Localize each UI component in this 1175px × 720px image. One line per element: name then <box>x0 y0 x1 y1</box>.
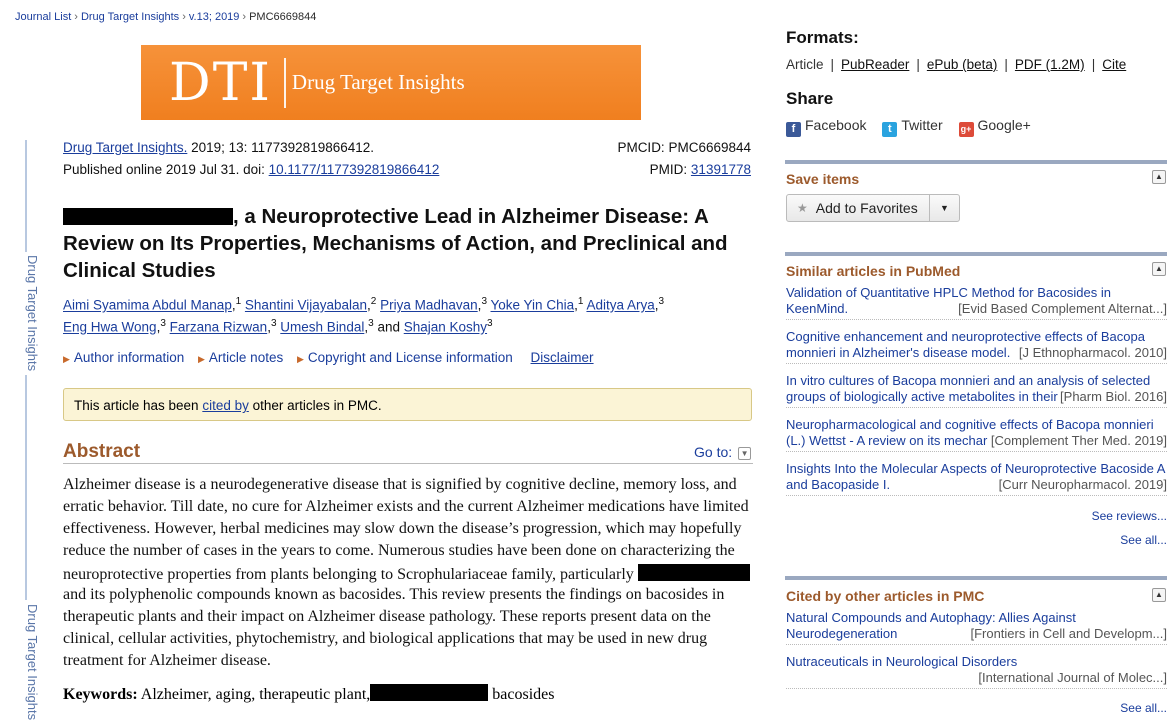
share-label[interactable]: Twitter <box>901 117 943 133</box>
abstract-line: and its polyphenolic compounds known as bacosides. This review presents the findings on bacosides in <box>63 586 725 603</box>
similar-articles-heading[interactable]: Similar articles in PubMed <box>786 263 961 279</box>
panel-divider <box>785 160 1167 164</box>
abstract-line <box>63 564 750 584</box>
banner-abbr: DTI <box>169 52 272 113</box>
expand-triangle-icon: ▶ <box>296 354 304 364</box>
panel-divider <box>785 252 1167 256</box>
star-icon: ★ <box>797 201 808 215</box>
title-line-3: Clinical Studies <box>63 259 216 282</box>
goto-label[interactable]: Go to: <box>694 444 733 460</box>
author-link[interactable]: Shantini Vijayabalan <box>244 297 368 313</box>
format-epub-link[interactable]: ePub (beta) <box>926 57 998 72</box>
cited-article-item[interactable] <box>786 610 1167 645</box>
see-reviews-link[interactable]: See reviews... <box>1091 509 1167 523</box>
affiliation-number[interactable]: 3 <box>487 318 493 329</box>
affiliation-number[interactable]: 2 <box>370 296 377 307</box>
redacted-text <box>370 684 488 701</box>
author-information-toggle[interactable]: Author information <box>73 350 185 365</box>
article-title-line[interactable]: Validation of Quantitative HPLC Method for Bacosides in <box>786 285 1111 300</box>
cited-article-item[interactable] <box>786 654 1167 689</box>
see-all-cited-link[interactable]: See all... <box>1120 701 1167 715</box>
journal-link[interactable]: Drug Target Insights. <box>63 140 188 155</box>
breadcrumb: Journal List › Drug Target Insights › v.13; 2019 › PMC6669844 <box>15 11 317 23</box>
keywords <box>63 684 554 704</box>
article-title-line[interactable]: In vitro cultures of Bacopa monnieri and an analysis of selected <box>786 373 1151 388</box>
published-line <box>63 162 439 177</box>
add-to-favorites-label[interactable]: Add to Favorites <box>815 200 918 216</box>
affiliation-number[interactable]: 3 <box>481 296 487 307</box>
formats-heading: Formats: <box>786 28 859 47</box>
keywords-text: Alzheimer, aging, therapeutic plant, <box>137 686 371 703</box>
breadcrumb-current: PMC6669844 <box>249 11 317 23</box>
title-line-1: , a Neuroprotective Lead in Alzheimer Disease: A <box>233 205 709 228</box>
share-label[interactable]: Google+ <box>977 117 1031 133</box>
expand-triangle-icon: ▶ <box>63 354 70 364</box>
author-link[interactable]: Priya Madhavan <box>380 297 478 313</box>
pmid-label: PMID: <box>649 162 691 177</box>
article-source: [J Ethnopharmacol. 2010] <box>1018 345 1167 360</box>
panel-divider <box>785 576 1167 580</box>
abstract-divider <box>63 463 753 464</box>
abstract-line: reduce the number of cases in the years to come. Numerous studies have been done on characterizing the <box>63 542 735 559</box>
author-link[interactable]: Eng Hwa Wong <box>63 319 157 335</box>
abstract-heading: Abstract <box>63 441 141 462</box>
author-list-line-1: Aimi Syamima Abdul Manap,$^1$ Shantini Vijayabalan,$^2$ Priya Madhavan,$^3$ Yoke Yin Chia,$^1$ Aditya Arya,$^3$ <box>63 296 665 313</box>
side-journal-label-2[interactable]: Drug Target Insights <box>25 604 40 720</box>
copyright-toggle[interactable]: Copyright and License information <box>307 350 513 365</box>
article-title-line[interactable]: Neurodegeneration <box>786 626 898 641</box>
cited-by-heading[interactable]: Cited by other articles in PMC <box>786 588 985 604</box>
article-title-line[interactable]: Neuropharmacological and cognitive effects of Bacopa monnieri <box>786 417 1154 432</box>
redacted-text <box>638 564 750 581</box>
author-link[interactable]: Aditya Arya <box>586 297 655 313</box>
similar-article-item[interactable] <box>786 461 1167 496</box>
affiliation-number[interactable]: 3 <box>270 318 277 329</box>
abstract-line: erratic behavior. Till date, no cure for Alzheimer exists and the current Alzheimer medications have limited <box>63 498 749 515</box>
keywords-label: Keywords: <box>63 686 138 703</box>
similar-article-item[interactable] <box>786 329 1167 364</box>
breadcrumb-volume[interactable]: v.13; 2019 <box>188 11 240 23</box>
affiliation-number[interactable]: 3 <box>160 318 166 329</box>
collapse-icon[interactable]: ▲ <box>1152 262 1166 276</box>
abstract-line: effectiveness. However, herbal medicines may slow down the disease’s progression, which may hopefully <box>63 520 742 537</box>
collapse-icon[interactable]: ▲ <box>1152 588 1166 602</box>
article-title-line[interactable]: (L.) Wettst - A review on its mechar <box>786 433 988 448</box>
article-title <box>63 203 753 284</box>
collapse-icon[interactable]: ▲ <box>1152 170 1166 184</box>
notice-text-before: This article has been <box>74 398 203 413</box>
affiliation-number[interactable]: 3 <box>368 318 374 329</box>
authors-and: and <box>377 319 400 335</box>
pmcid: PMCID: PMC6669844 <box>617 140 751 155</box>
abstract-line: therapeutic plants and their impact on Alzheimer disease pathology. These reports present data on the <box>63 608 711 625</box>
article-source: [Evid Based Complement Alternat...] <box>958 301 1167 316</box>
article-source: [International Journal of Molec...] <box>978 670 1167 685</box>
journal-banner[interactable] <box>141 45 641 120</box>
similar-article-item[interactable] <box>786 285 1167 320</box>
goto-menu[interactable] <box>694 444 751 460</box>
article-title-line[interactable]: Cognitive enhancement and neuroprotective effects of Bacopa <box>786 329 1145 344</box>
format-pdf-link[interactable]: PDF (1.2M) <box>1014 57 1085 72</box>
pmid-line <box>650 162 751 177</box>
share-bar <box>786 117 1043 137</box>
article-source: [Curr Neuropharmacol. 2019] <box>998 477 1167 492</box>
citation-details: 2019; 13: 1177392819866412. <box>187 140 375 155</box>
abstract-line-text: neuroprotective properties from plants belonging to Scrophulariaceae family, particularly <box>63 566 634 583</box>
affiliation-number[interactable]: 1 <box>577 296 584 307</box>
share-google-plus[interactable] <box>959 117 1031 133</box>
chevron-down-icon[interactable]: ▼ <box>738 447 751 460</box>
article-source: [Pharm Biol. 2016] <box>1060 389 1167 404</box>
article-source: [Complement Ther Med. 2019] <box>990 433 1167 448</box>
share-twitter[interactable] <box>882 117 942 133</box>
expand-triangle-icon: ▶ <box>198 354 205 364</box>
side-journal-label[interactable]: Drug Target Insights <box>25 255 40 372</box>
notice-text-after: other articles in PMC. <box>248 398 382 413</box>
citation-line <box>63 140 374 155</box>
affiliation-number[interactable]: 3 <box>658 296 665 307</box>
format-pubreader-link[interactable]: PubReader <box>841 57 910 72</box>
breadcrumb-journal-list[interactable]: Journal List <box>15 11 72 23</box>
article-title-line[interactable]: Nutraceuticals in Neurological Disorders <box>786 654 1018 669</box>
article-title-line[interactable]: monnieri in Alzheimer's disease model. <box>786 345 1011 360</box>
banner-divider <box>284 58 286 108</box>
formats-bar: Article | PubReader | ePub (beta) | PDF (1.2M) | Cite <box>786 57 1127 72</box>
affiliation-number[interactable]: 1 <box>235 296 242 307</box>
article-title-line[interactable]: Natural Compounds and Autophagy: Allies Against <box>786 610 1076 625</box>
author-list-line-2: Eng Hwa Wong,$^3$ Farzana Rizwan,$^3$ Umesh Bindal,$^3$ and Shajan Koshy$^3$ <box>63 318 493 335</box>
title-line-2: Review on Its Properties, Mechanisms of Action, and Preclinical and <box>63 232 728 255</box>
add-to-favorites-button[interactable] <box>786 194 960 222</box>
disclaimer-link[interactable]: Disclaimer <box>530 350 594 365</box>
article-info-links <box>63 350 594 365</box>
facebook-icon[interactable]: f <box>786 122 801 137</box>
article-title-line[interactable]: groups of biologically active metabolites in their <box>786 389 1058 404</box>
abstract-line: treatment for Alzheimer disease. <box>63 652 271 669</box>
abstract-line: Alzheimer disease is a neurodegenerative disease that is signified by cognitive decline, memory loss, and <box>63 476 737 493</box>
author-link[interactable]: Farzana Rizwan <box>169 319 268 335</box>
format-article-current: Article <box>786 57 824 72</box>
similar-article-item[interactable] <box>786 417 1167 452</box>
author-link[interactable]: Aimi Syamima Abdul Manap <box>63 297 232 313</box>
author-link[interactable]: Yoke Yin Chia <box>490 297 575 313</box>
side-rule-top <box>25 140 27 252</box>
abstract-line: clinical, cellular activities, phytochemistry, and biological applications that may be used in new drug <box>63 630 708 647</box>
share-heading: Share <box>786 89 834 108</box>
banner-name: Drug Target Insights <box>291 70 465 94</box>
redacted-text <box>63 208 233 225</box>
side-rule-middle <box>25 375 27 600</box>
author-link[interactable]: Umesh Bindal <box>280 319 365 335</box>
google-plus-icon[interactable]: g+ <box>959 122 974 137</box>
author-link[interactable]: Shajan Koshy <box>403 319 488 335</box>
dropdown-arrow-icon[interactable]: ▼ <box>929 195 959 221</box>
twitter-icon[interactable]: t <box>882 122 897 137</box>
save-items-heading[interactable]: Save items <box>786 171 860 187</box>
cited-by-notice <box>63 388 752 421</box>
doi-link[interactable]: 10.1177/1177392819866412 <box>268 162 440 177</box>
share-facebook[interactable] <box>786 117 866 133</box>
published-text: Published online 2019 Jul 31. doi: <box>63 162 269 177</box>
pmid-link[interactable]: 31391778 <box>690 162 751 177</box>
article-title-line[interactable]: Insights Into the Molecular Aspects of Neuroprotective Bacoside A <box>786 461 1166 476</box>
breadcrumb-journal[interactable]: Drug Target Insights <box>80 11 180 23</box>
cited-by-link[interactable]: cited by <box>202 398 249 413</box>
article-title-line[interactable]: KeenMind. <box>786 301 849 316</box>
see-all-similar-link[interactable]: See all... <box>1120 533 1167 547</box>
similar-article-item[interactable] <box>786 373 1167 408</box>
article-notes-toggle[interactable]: Article notes <box>208 350 284 365</box>
share-label[interactable]: Facebook <box>805 117 867 133</box>
cite-link[interactable]: Cite <box>1102 57 1127 72</box>
article-title-line[interactable]: and Bacopaside I. <box>786 477 891 492</box>
keywords-text-end: bacosides <box>488 686 555 703</box>
article-source: [Frontiers in Cell and Developm...] <box>970 626 1167 641</box>
